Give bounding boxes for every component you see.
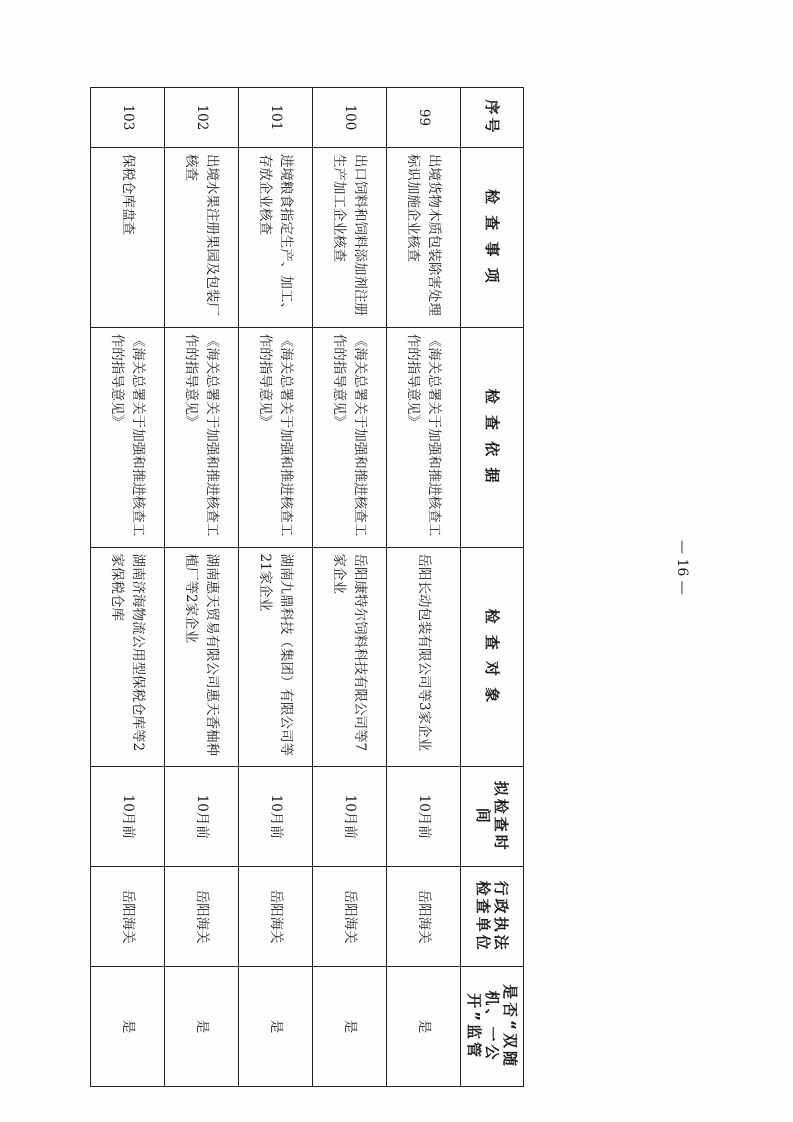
dual-random-flag: 是 xyxy=(239,967,313,1087)
planned-time: 10月前 xyxy=(165,767,239,867)
table-row xyxy=(313,88,387,1087)
inspection-basis: 《海关总署关于加强和推进核查工作的指导意见》 xyxy=(91,327,165,547)
inspection-target: 岳阳长动包装有限公司等3家企业 xyxy=(387,547,461,767)
inspection-target: 湖南惠天贸易有限公司惠天香柚种植厂等2家企业 xyxy=(165,547,239,767)
dual-random-flag: 是 xyxy=(387,967,461,1087)
inspection-table xyxy=(90,87,524,1087)
inspection-target: 湖南济海物流公用型保税仓库等2家保税仓库 xyxy=(91,547,165,767)
dual-random-flag: 是 xyxy=(91,967,165,1087)
enforcement-unit: 岳阳海关 xyxy=(239,867,313,967)
table-row xyxy=(239,88,313,1087)
planned-time: 10月前 xyxy=(313,767,387,867)
inspection-item: 保税仓库盘查 xyxy=(91,147,165,327)
inspection-item: 出口饲料和饲料添加剂注册生产加工企业核查 xyxy=(313,147,387,327)
header-basis: 检 查 依 据 xyxy=(461,327,524,547)
inspection-item: 出境水果注册果园及包装厂核查 xyxy=(165,147,239,327)
enforcement-unit: 岳阳海关 xyxy=(165,867,239,967)
planned-time: 10月前 xyxy=(91,767,165,867)
dual-random-flag: 是 xyxy=(313,967,387,1087)
row-number: 100 xyxy=(313,88,387,148)
inspection-target: 岳阳康特尔饲料科技有限公司等7家企业 xyxy=(313,547,387,767)
inspection-item: 进境粮食指定生产、加工、存放企业核查 xyxy=(239,147,313,327)
inspection-basis: 《海关总署关于加强和推进核查工作的指导意见》 xyxy=(165,327,239,547)
inspection-item: 出境货物木质包装除害处理标识加施企业核查 xyxy=(387,147,461,327)
row-number: 102 xyxy=(165,88,239,148)
inspection-basis: 《海关总署关于加强和推进核查工作的指导意见》 xyxy=(387,327,461,547)
table-row xyxy=(387,88,461,1087)
table-row xyxy=(165,88,239,1087)
inspection-basis: 《海关总署关于加强和推进核查工作的指导意见》 xyxy=(239,327,313,547)
inspection-target: 湖南九鼎科技（集团）有限公司等21家企业 xyxy=(239,547,313,767)
header-dual-random: 是否“双随机、一公开”监管 xyxy=(461,967,524,1087)
planned-time: 10月前 xyxy=(387,767,461,867)
row-number: 103 xyxy=(91,88,165,148)
header-item: 检 查 事 项 xyxy=(461,147,524,327)
enforcement-unit: 岳阳海关 xyxy=(313,867,387,967)
rotated-table-container xyxy=(109,87,524,1087)
enforcement-unit: 岳阳海关 xyxy=(387,867,461,967)
header-no: 序号 xyxy=(461,88,524,148)
row-number: 101 xyxy=(239,88,313,148)
row-number: 99 xyxy=(387,88,461,148)
inspection-basis: 《海关总署关于加强和推进核查工作的指导意见》 xyxy=(313,327,387,547)
table-row xyxy=(91,88,165,1087)
enforcement-unit: 岳阳海关 xyxy=(91,867,165,967)
header-unit: 行政执法检查单位 xyxy=(461,867,524,967)
planned-time: 10月前 xyxy=(239,767,313,867)
page-number: — 16 — xyxy=(674,540,690,595)
header-time: 拟检查时间 xyxy=(461,767,524,867)
table-header-row xyxy=(461,88,524,1087)
dual-random-flag: 是 xyxy=(165,967,239,1087)
header-target: 检 查 对 象 xyxy=(461,547,524,767)
